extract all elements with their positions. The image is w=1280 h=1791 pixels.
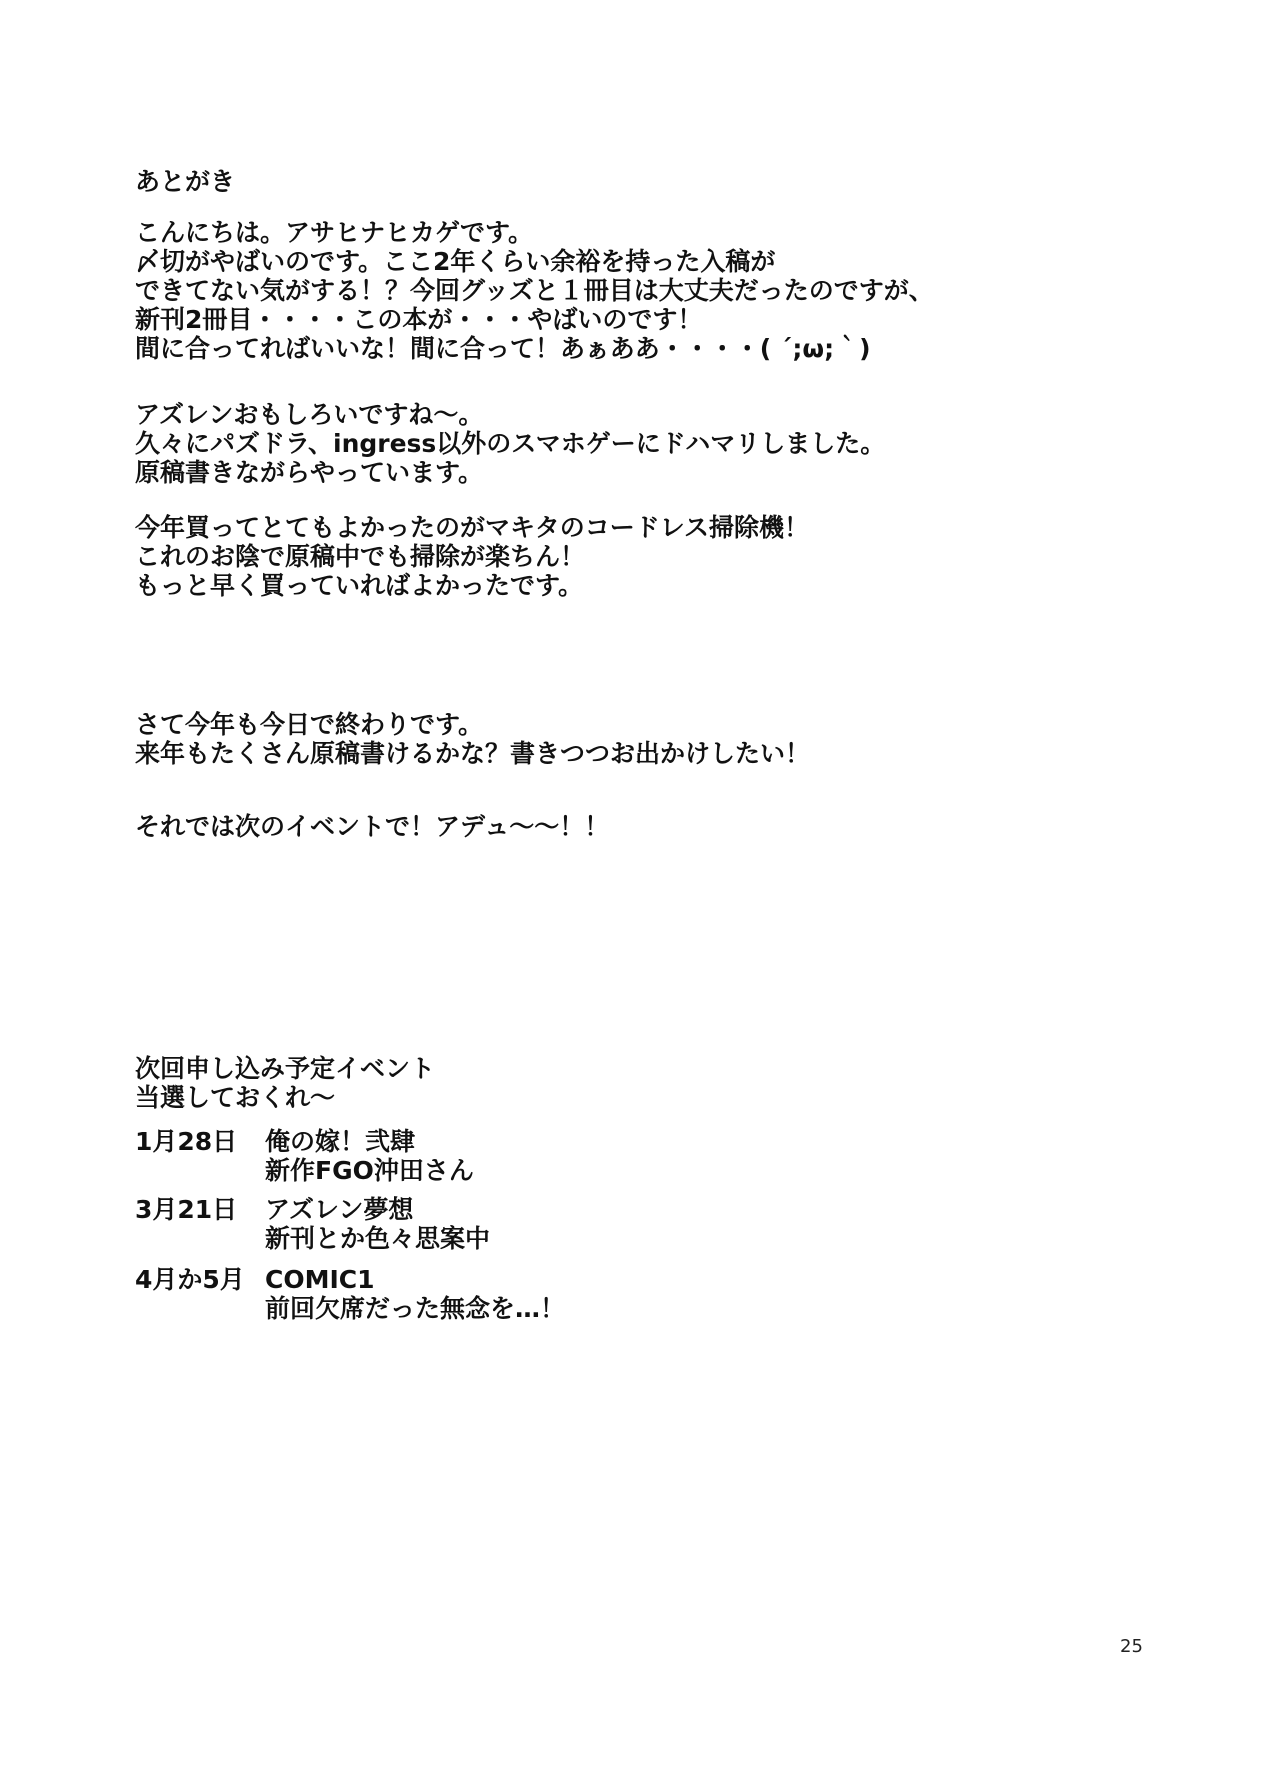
event-name: アズレン夢想 [265, 1195, 414, 1224]
event-name: 俺の嫁！弐肆 [265, 1127, 416, 1156]
text-line: こんにちは。アサヒナヒカゲです。 [135, 218, 534, 247]
text-line: 久々にパズドラ、ingress以外のスマホゲーにドハマリしました。 [135, 429, 886, 458]
text-line: それでは次のイベントで！アデュ～～！！ [135, 812, 610, 841]
text-line: 間に合ってればいいな！間に合って！あぁああ・・・・( ´;ω;｀) [135, 334, 871, 363]
paragraph-azurlane [135, 400, 885, 487]
paragraph-greeting [135, 218, 934, 363]
title-text: あとがき [135, 167, 236, 196]
event-note: 前回欠席だった無念を…！ [265, 1294, 566, 1323]
text-line: 〆切がやばいのです。ここ2年くらい余裕を持った入稿が [135, 247, 776, 276]
event-date: 3月21日 [135, 1195, 238, 1224]
text-line: 原稿書きながらやっています。 [135, 458, 484, 487]
event-date: 1月28日 [135, 1127, 238, 1156]
event-note: 新刊とか色々思案中 [265, 1224, 491, 1253]
text-line: できてない気がする！？今回グッズと１冊目は大丈夫だったのですが、 [135, 276, 934, 305]
event-note: 新作FGO沖田さん [265, 1156, 474, 1185]
text-line: 来年もたくさん原稿書けるかな？書きつつお出かけしたい！ [135, 739, 811, 768]
event-date: 4月か5月 [135, 1265, 245, 1294]
paragraph-year-end [135, 710, 810, 768]
text-line: 今年買ってとてもよかったのがマキタのコードレス掃除機！ [135, 513, 810, 542]
page-title [135, 167, 235, 196]
event-item [135, 1265, 565, 1323]
text-line: さて今年も今日で終わりです。 [135, 710, 484, 739]
text-line: これのお陰で原稿中でも掃除が楽ちん！ [135, 542, 586, 571]
event-name: COMIC1 [265, 1265, 375, 1294]
paragraph-farewell [135, 812, 609, 841]
text-line: もっと早く買っていればよかったです。 [135, 571, 584, 600]
text-line: 新刊2冊目・・・・この本が・・・やばいのです！ [135, 305, 703, 334]
text-line: 次回申し込み予定イベント [135, 1054, 436, 1083]
event-item [135, 1195, 490, 1253]
text-line: アズレンおもしろいですね～。 [135, 400, 484, 429]
event-item [135, 1127, 474, 1185]
text-line: 当選しておくれ～ [135, 1083, 336, 1112]
page-number: 25 [1120, 1636, 1143, 1657]
paragraph-vacuum [135, 513, 809, 600]
events-heading [135, 1054, 435, 1112]
